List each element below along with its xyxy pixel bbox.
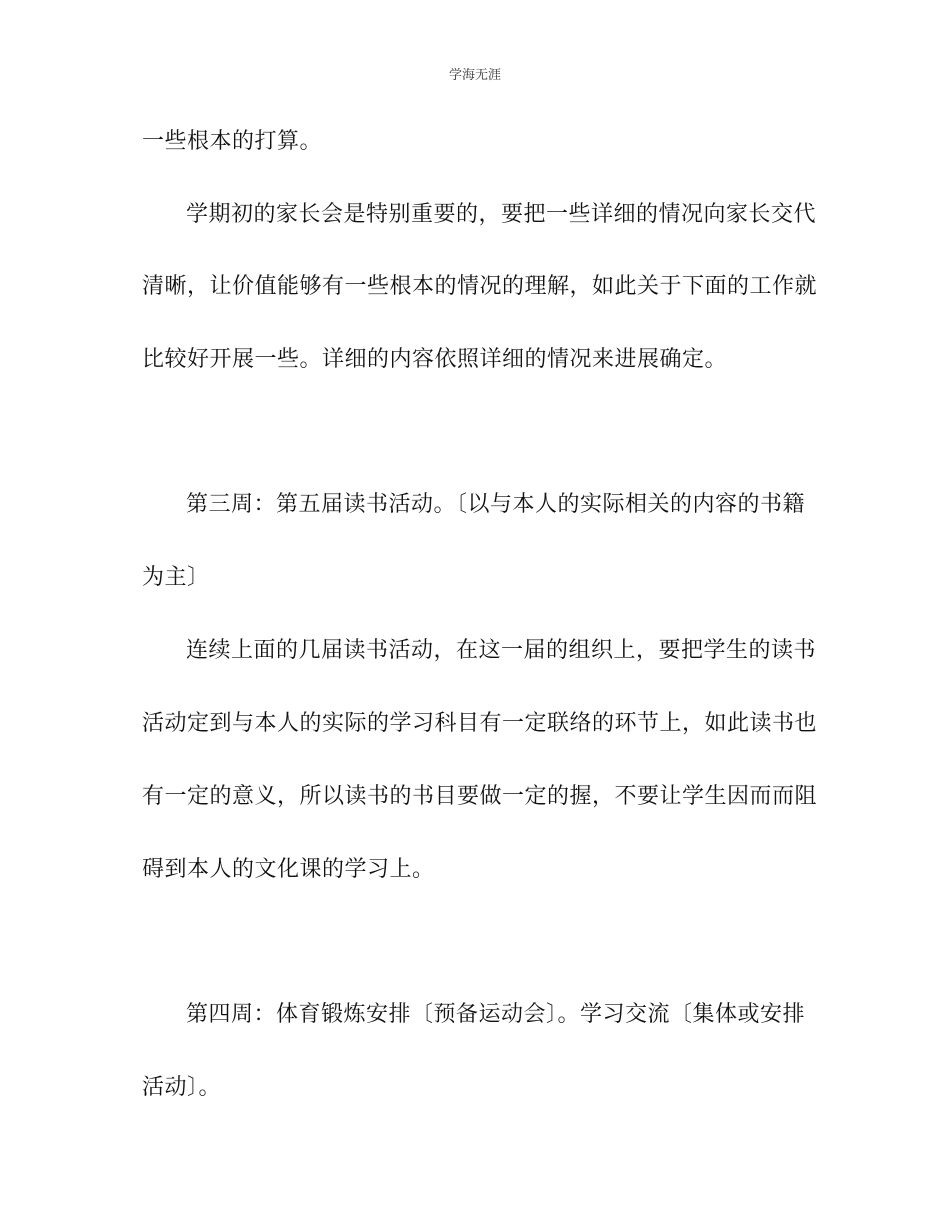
paragraph-line: 清晰，让价值能够有一些根本的情况的理解，如此关于下面的工作就 — [142, 274, 818, 299]
paragraph-line: 活动定到与本人的实际的学习科目有一定联络的环节上，如此读书也 — [142, 711, 818, 736]
paragraph-line: 碍到本人的文化课的学习上。 — [142, 857, 435, 882]
page-header: 学海无涯 — [448, 68, 501, 83]
paragraph-line: 第三周：第五届读书活动。〔以与本人的实际相关的内容的书籍 — [186, 492, 806, 517]
paragraph-line: 有一定的意义，所以读书的书目要做一定的握，不要让学生因而而阻 — [142, 784, 818, 809]
paragraph-line: 学期初的家长会是特别重要的，要把一些详细的情况向家长交代 — [186, 202, 817, 227]
paragraph-line: 一些根本的打算。 — [142, 129, 323, 154]
paragraph-line: 连续上面的几届读书活动，在这一届的组织上，要把学生的读书 — [186, 638, 817, 663]
paragraph-line: 比较好开展一些。详细的内容依照详细的情况来进展确定。 — [142, 347, 728, 372]
paragraph-line: 第四周：体育锻炼安排〔预备运动会〕。学习交流〔集体或安排 — [186, 1002, 806, 1027]
paragraph-line: 为主〕 — [142, 565, 210, 590]
paragraph-line: 活动〕。 — [142, 1075, 222, 1100]
